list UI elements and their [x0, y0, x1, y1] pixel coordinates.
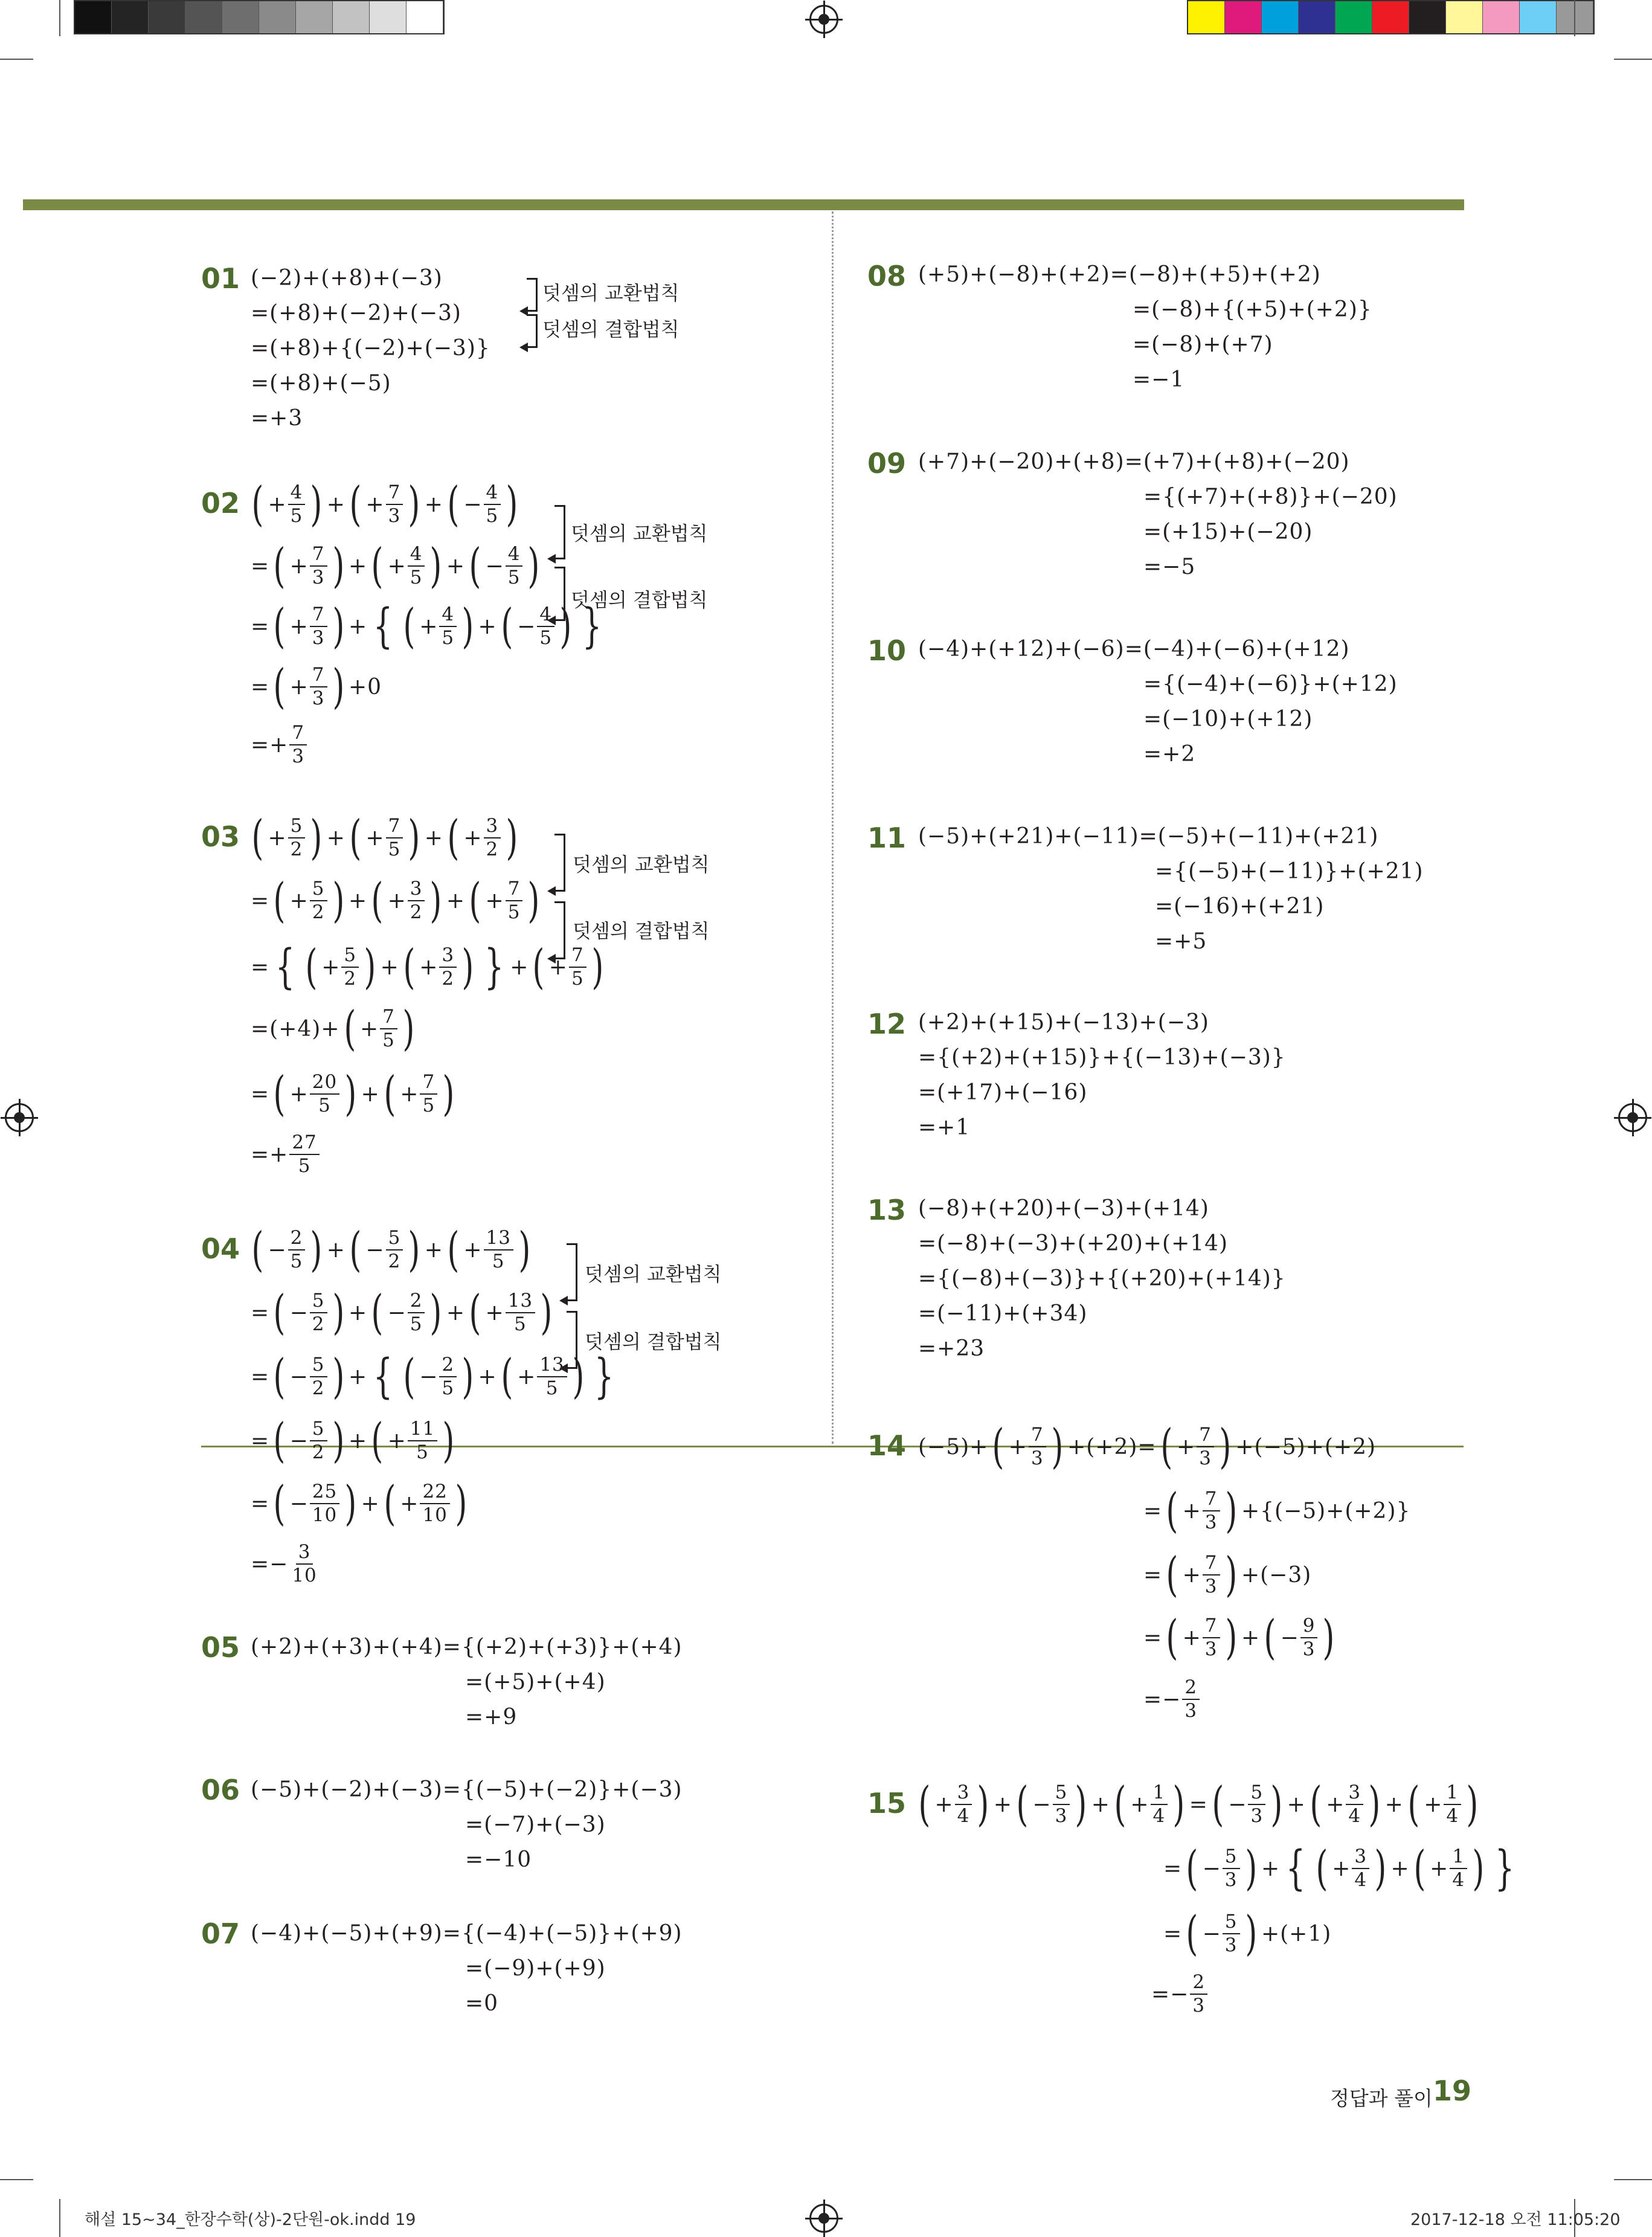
equation-line: ( − $\frac{2}{5}$ ) + ( − $\frac{5}{2}$ ) + ( + $\frac{13}{5}$ ) — [251, 1223, 531, 1277]
problem-number: 11 — [867, 822, 907, 854]
problem-number: 05 — [201, 1631, 240, 1664]
trim-mark — [1614, 59, 1652, 60]
equation-line: ={(−5)+(−11)}+(+21) — [1155, 859, 1424, 884]
equation-line: (−5)+(+21)+(−11)=(−5)+(−11)+(+21) — [918, 824, 1379, 849]
equation-line: =(−11)+(+34) — [918, 1301, 1088, 1326]
equation-line: =(−8)+{(+5)+(+2)} — [1133, 297, 1372, 322]
equation-line: =+1 — [918, 1115, 971, 1140]
equation-line: (+2)+(+3)+(+4)={(+2)+(+3)}+(+4) — [251, 1635, 683, 1659]
file-info: 해설 15~34_한장수학(상)-2단원-ok.indd 19 — [85, 2210, 416, 2229]
trim-mark — [1614, 2179, 1652, 2180]
equation-line: = ( − $\frac{5}{3}$ ) +(+1) — [1163, 1907, 1332, 1961]
equation-line: = ( − $\frac{5}{2}$ ) + { ( − $\frac{2}{5}$ ) + ( + $\frac{13}{5}$ ) } — [251, 1350, 614, 1404]
equation-line: =(−16)+(+21) — [1155, 894, 1325, 919]
equation-line: ={(−8)+(−3)}+{(+20)+(+14)} — [918, 1266, 1286, 1291]
equation-line: = ( + $\frac{7}{3}$ ) +{(−5)+(+2)} — [1143, 1484, 1411, 1538]
equation-line: =+ $\frac{7}{3}$ — [251, 718, 308, 772]
law-note: 덧셈의 결합법칙 — [571, 588, 708, 611]
law-note: 덧셈의 교환법칙 — [542, 282, 680, 304]
equation-line: =−5 — [1143, 555, 1196, 579]
law-note: 덧셈의 교환법칙 — [573, 853, 710, 876]
problem-number: 08 — [867, 260, 907, 292]
equation-line: (+7)+(−20)+(+8)=(+7)+(+8)+(−20) — [918, 449, 1350, 474]
equation-line: =(+8)+{(−2)+(−3)} — [251, 336, 490, 361]
law-note: 덧셈의 교환법칙 — [571, 522, 708, 545]
registration-mark-bottom — [809, 2204, 838, 2233]
equation-line: =(+8)+(−5) — [251, 371, 391, 396]
problem-number: 06 — [201, 1774, 240, 1806]
header-rule — [23, 199, 1464, 210]
law-note: 덧셈의 결합법칙 — [542, 318, 680, 341]
trim-mark — [59, 0, 60, 36]
equation-line: =+9 — [465, 1705, 518, 1730]
equation-line: (+5)+(−8)+(+2)=(−8)+(+5)+(+2) — [918, 262, 1321, 287]
equation-line: =+5 — [1155, 929, 1207, 954]
problem-number: 03 — [201, 820, 240, 853]
trim-mark — [0, 59, 33, 60]
column-divider — [832, 211, 834, 1444]
equation-line: ={(+2)+(+15)}+{(−13)+(−3)} — [918, 1045, 1286, 1070]
bracket — [567, 1243, 577, 1301]
problem-number: 12 — [867, 1008, 907, 1040]
equation-line: =− $\frac{2}{3}$ — [1151, 1967, 1209, 2021]
equation-line: = ( + $\frac{7}{3}$ ) + { ( + $\frac{4}{5}$ ) + ( − $\frac{4}{5}$ ) } — [251, 599, 602, 654]
bracket — [567, 1311, 577, 1369]
arrow-icon — [547, 616, 556, 625]
arrow-icon — [547, 554, 556, 564]
equation-text: =(+4)+ — [251, 1016, 340, 1041]
equation-line: = ( + $\frac{7}{3}$ ) +(−3) — [1143, 1548, 1312, 1602]
equation-line: (−4)+(+12)+(−6)=(−4)+(−6)+(+12) — [918, 637, 1350, 661]
trim-mark — [0, 2179, 33, 2180]
arrow-icon — [559, 1296, 568, 1305]
bracket — [527, 278, 538, 312]
equation-line: (−8)+(+20)+(−3)+(+14) — [918, 1196, 1209, 1221]
equation-line: ( + $\frac{4}{5}$ ) + ( + $\frac{7}{3}$ ) + ( − $\frac{4}{5}$ ) — [251, 477, 519, 532]
equation-line: =−10 — [465, 1847, 532, 1872]
problem-number: 02 — [201, 487, 240, 520]
problem-number: 01 — [201, 262, 240, 295]
equation-line: (−4)+(−5)+(+9)={(−4)+(−5)}+(+9) — [251, 1921, 683, 1946]
problem-number: 10 — [867, 634, 907, 667]
color-bar — [1187, 0, 1595, 34]
equation-line: = ( + $\frac{20}{5}$ ) + ( + $\frac{7}{5}$ ) — [251, 1067, 455, 1121]
equation-line: ( + $\frac{3}{4}$ ) + ( − $\frac{5}{3}$ ) + ( + $\frac{1}{4}$ ) = ( − $\frac{5}{3}$ ) + ( + $\frac{3}{4}$ ) + ( + $\frac{1}{4}$ ) — [918, 1777, 1479, 1832]
problem-number: 14 — [867, 1429, 907, 1462]
equation-line: ( + $\frac{5}{2}$ ) + ( + $\frac{7}{5}$ ) + ( + $\frac{3}{2}$ ) — [251, 811, 519, 865]
law-note: 덧셈의 결합법칙 — [573, 919, 710, 942]
arrow-icon — [559, 1363, 568, 1373]
bracket — [527, 314, 538, 348]
equation-line: = ( − $\frac{5}{2}$ ) + ( + $\frac{11}{5}$ ) — [251, 1414, 455, 1468]
equation-line: = ( − $\frac{25}{10}$ ) + ( + $\frac{22}{10}$ ) — [251, 1476, 468, 1531]
trim-mark — [59, 2199, 60, 2237]
problem-number: 04 — [201, 1232, 240, 1265]
equation-text: +{(−5)+(+2)} — [1241, 1498, 1411, 1524]
equation-line: =+2 — [1143, 742, 1196, 767]
arrow-icon — [547, 886, 556, 896]
equation-line: = ( + $\frac{7}{3}$ ) + ( + $\frac{4}{5}$ ) + ( − $\frac{4}{5}$ ) — [251, 539, 541, 593]
bracket — [554, 505, 565, 559]
equation-line: ={(−4)+(−6)}+(+12) — [1143, 672, 1398, 697]
law-note: 덧셈의 교환법칙 — [585, 1263, 722, 1286]
equation-line: =(+15)+(−20) — [1143, 520, 1313, 544]
equation-line: (−2)+(+8)+(−3) — [251, 266, 443, 291]
equation-line: =(−8)+(−3)+(+20)+(+14) — [918, 1231, 1229, 1256]
arrow-icon — [547, 954, 556, 964]
problem-number: 09 — [867, 447, 907, 480]
print-timestamp: 2017-12-18 오전 11:05:20 — [1410, 2210, 1621, 2229]
equation-line: = { ( + $\frac{5}{2}$ ) + ( + $\frac{3}{2}$ ) } + ( + $\frac{7}{5}$ ) — [251, 940, 604, 994]
equation-line: =− $\frac{2}{3}$ — [1143, 1672, 1201, 1727]
equation-line: =(−9)+(+9) — [465, 1956, 606, 1981]
registration-mark-right — [1618, 1103, 1647, 1132]
equation-text: (−5)+ — [918, 1434, 989, 1460]
equation-line: =+3 — [251, 406, 303, 431]
registration-mark-left — [5, 1103, 34, 1132]
equation-line: = ( + $\frac{7}{3}$ ) + ( − $\frac{9}{3}$ ) — [1143, 1611, 1335, 1665]
equation-line: =(+8)+(−2)+(−3) — [251, 301, 461, 326]
equation-line: =0 — [465, 1991, 499, 2016]
equation-text: +(+1) — [1261, 1921, 1332, 1946]
equation-line: =(−10)+(+12) — [1143, 707, 1313, 732]
equation-line: =(+17)+(−16) — [918, 1080, 1088, 1105]
problem-number: 13 — [867, 1194, 907, 1226]
equation-line: = ( − $\frac{5}{2}$ ) + ( − $\frac{2}{5}$ ) + ( + $\frac{13}{5}$ ) — [251, 1286, 553, 1340]
equation-line: =(−8)+(+7) — [1133, 332, 1273, 357]
equation-text: +(+2)= — [1067, 1434, 1157, 1460]
equation-line: =(−7)+(−3) — [465, 1812, 606, 1837]
page-label: 정답과 풀이 — [1330, 2087, 1433, 2110]
equation-line: ={(+7)+(+8)}+(−20) — [1143, 484, 1398, 509]
equation-line: =(+4)+ ( + $\frac{7}{5}$ ) — [251, 1002, 415, 1056]
trim-mark — [1574, 0, 1575, 36]
arrow-icon — [519, 343, 528, 352]
equation-line: =−1 — [1133, 367, 1185, 392]
bracket — [554, 834, 565, 892]
equation-line: =+ $\frac{27}{5}$ — [251, 1127, 321, 1182]
law-note: 덧셈의 결합법칙 — [585, 1330, 722, 1353]
equation-line: (+2)+(+15)+(−13)+(−3) — [918, 1010, 1209, 1035]
grayscale-bar — [74, 0, 445, 34]
bracket — [554, 901, 565, 959]
equation-line: = ( + $\frac{7}{3}$ ) +0 — [251, 660, 382, 714]
page-number: 19 — [1433, 2074, 1472, 2107]
equation-line: =+23 — [918, 1336, 985, 1361]
problem-number: 07 — [201, 1917, 240, 1950]
equation-line: =− $\frac{3}{10}$ — [251, 1541, 317, 1586]
registration-mark-top — [809, 5, 838, 34]
bracket — [554, 567, 565, 621]
equation-line: (−5)+(−2)+(−3)={(−5)+(−2)}+(−3) — [251, 1777, 683, 1802]
equation-line: =(+5)+(+4) — [465, 1670, 606, 1695]
equation-text: +(−5)+(+2) — [1235, 1434, 1377, 1460]
equation-text: +(−3) — [1241, 1562, 1312, 1588]
equation-line: (−5)+ ( + $\frac{7}{3}$ ) +(+2)= ( + $\frac{7}{3}$ ) +(−5)+(+2) — [918, 1420, 1377, 1474]
equation-line: = ( + $\frac{5}{2}$ ) + ( + $\frac{3}{2}$ ) + ( + $\frac{7}{5}$ ) — [251, 874, 541, 928]
problem-number: 15 — [867, 1787, 907, 1820]
equation-line: = ( − $\frac{5}{3}$ ) + { ( + $\frac{3}{4}$ ) + ( + $\frac{1}{4}$ ) } — [1163, 1841, 1515, 1896]
